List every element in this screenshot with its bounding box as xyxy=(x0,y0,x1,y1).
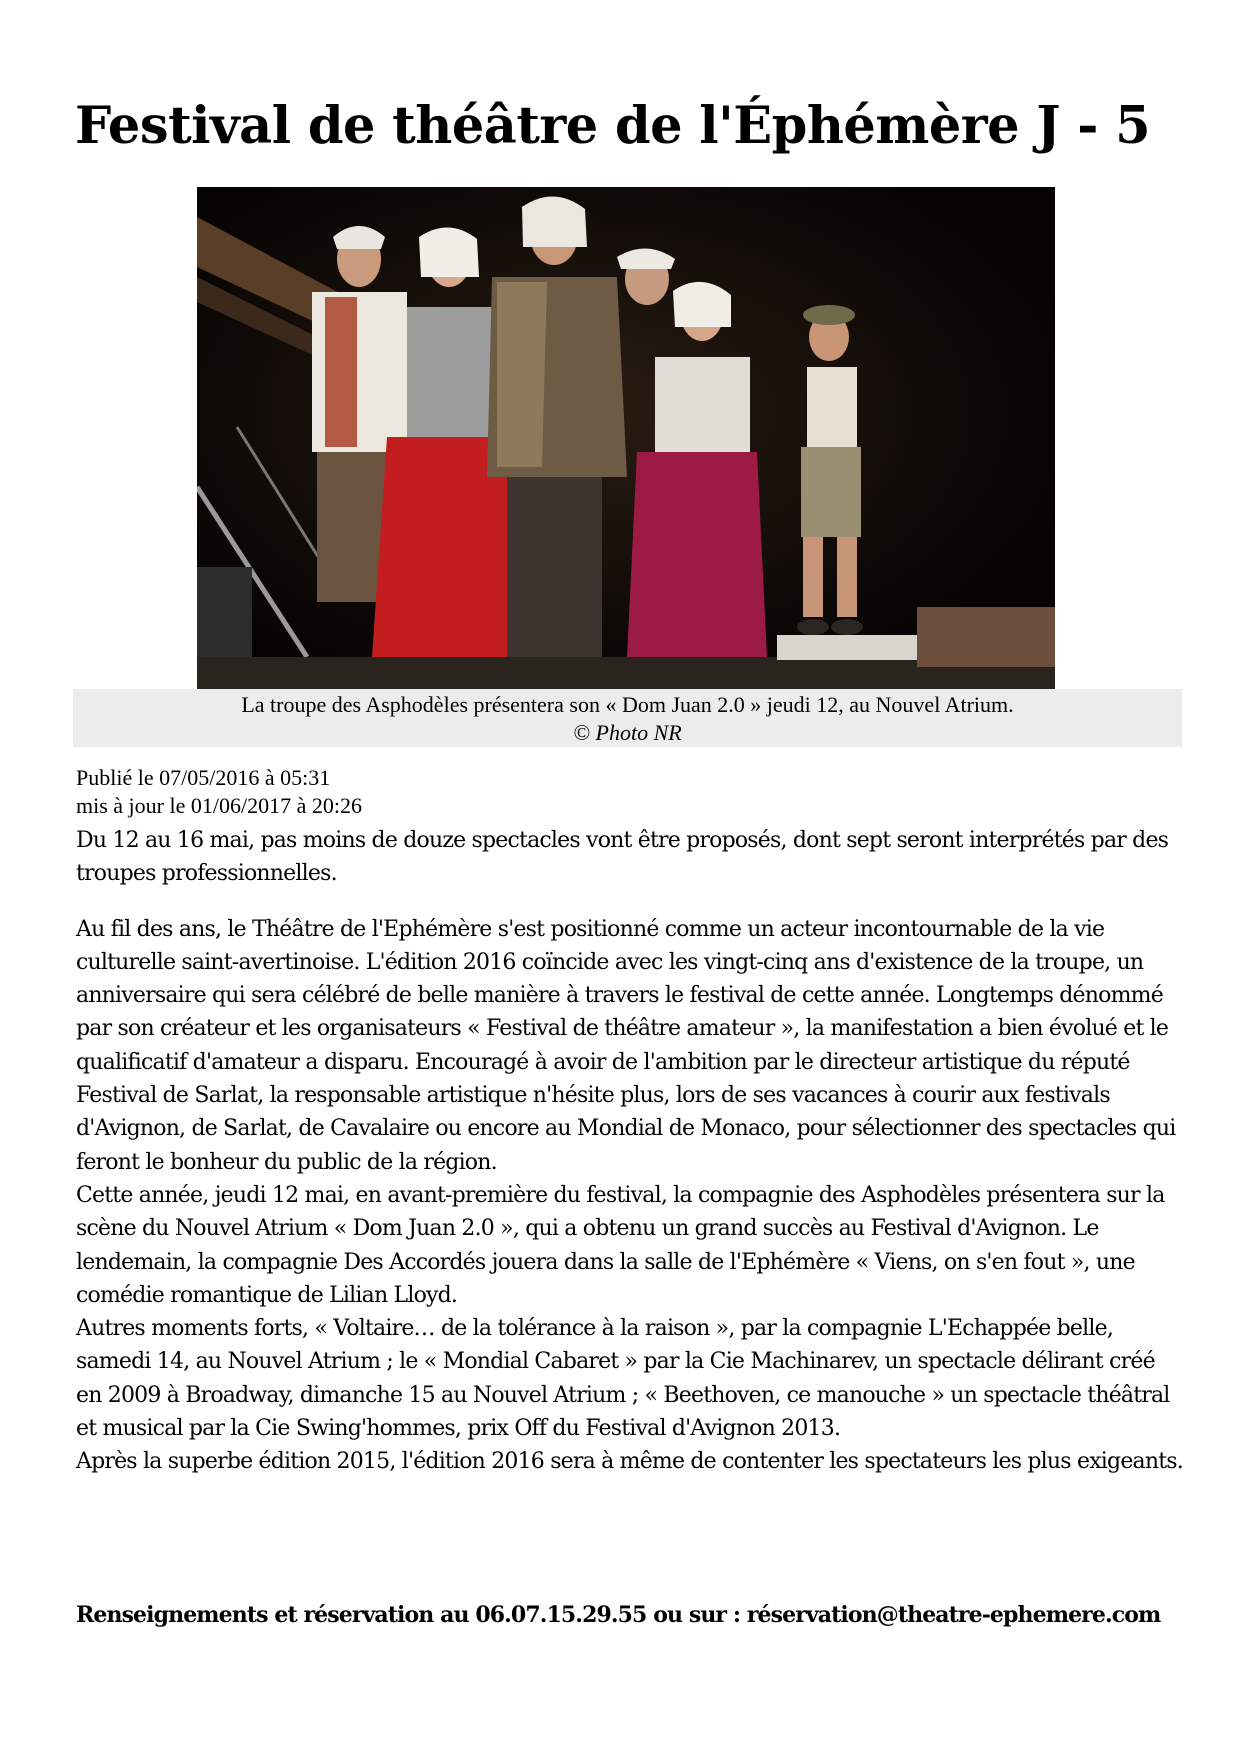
article-photo xyxy=(197,187,1055,689)
page-title: Festival de théâtre de l'Éphémère J - 5 xyxy=(75,96,1151,156)
article-paragraph: Après la superbe édition 2015, l'édition 2016 sera à même de contenter les spectateurs les plus exigeants. xyxy=(76,1449,1183,1475)
article-body xyxy=(76,824,1186,1479)
article-paragraph: Cette année, jeudi 12 mai, en avant-première du festival, la compagnie des Asphodèles présentera sur la scène du Nouvel Atrium « Dom Juan 2.0 », qui a obtenu un grand succès au Festival d'Avignon. Le lendemain, la compagnie Des Accordés jouera dans la salle de l'Ephémère « Viens, on s'en fout », une comédie romantique de Lilian Lloyd. xyxy=(76,1182,1165,1308)
photo-caption xyxy=(73,689,1182,747)
article-lead: Du 12 au 16 mai, pas moins de douze spectacles vont être proposés, dont sept seront interprétés par des troupes professionnelles. xyxy=(76,828,1169,887)
article-paragraph: Autres moments forts, « Voltaire… de la tolérance à la raison », par la compagnie L'Echappée belle, samedi 14, au Nouvel Atrium ; le « Mondial Cabaret » par la Cie Machinarev, un spectacle délirant créé en 2009 à Broadway, dimanche 15 au Nouvel Atrium ; « Beethoven, ce manouche » un spectacle théâtral et musical par la Cie Swing'hommes, prix Off du Festival d'Avignon 2013. xyxy=(76,1316,1170,1442)
updated-date: mis à jour le 01/06/2017 à 20:26 xyxy=(76,793,362,818)
stage-photo-icon xyxy=(197,187,1055,689)
caption-text: La troupe des Asphodèles présentera son « Dom Juan 2.0 » jeudi 12, au Nouvel Atrium. xyxy=(241,692,1014,717)
article-meta xyxy=(76,764,362,820)
photo-credit: © Photo NR xyxy=(573,720,682,745)
article-paragraph: Au fil des ans, le Théâtre de l'Ephémère s'est positionné comme un acteur incontournable de la vie culturelle saint-avertinoise. L'édition 2016 coïncide avec les vingt-cinq ans d'existence de la troupe, un anniversaire qui sera célébré de belle manière à travers le festival de cette année. Longtemps dénommé par son créateur et les organisateurs « Festival de théâtre amateur », la manifestation a bien évolué et le qualificatif d'amateur a disparu. Encouragé à avoir de l'ambition par le directeur artistique du réputé Festival de Sarlat, la responsable artistique n'hésite plus, lors de ses vacances à courir aux festivals d'Avignon, de Sarlat, de Cavalaire ou encore au Mondial de Monaco, pour sélectionner des spectacles qui feront le bonheur du public de la région. xyxy=(76,916,1176,1175)
reservation-info: Renseignements et réservation au 06.07.15.29.55 ou sur : réservation@theatre-ephemere.com xyxy=(76,1602,1161,1628)
published-date: Publié le 07/05/2016 à 05:31 xyxy=(76,765,331,790)
